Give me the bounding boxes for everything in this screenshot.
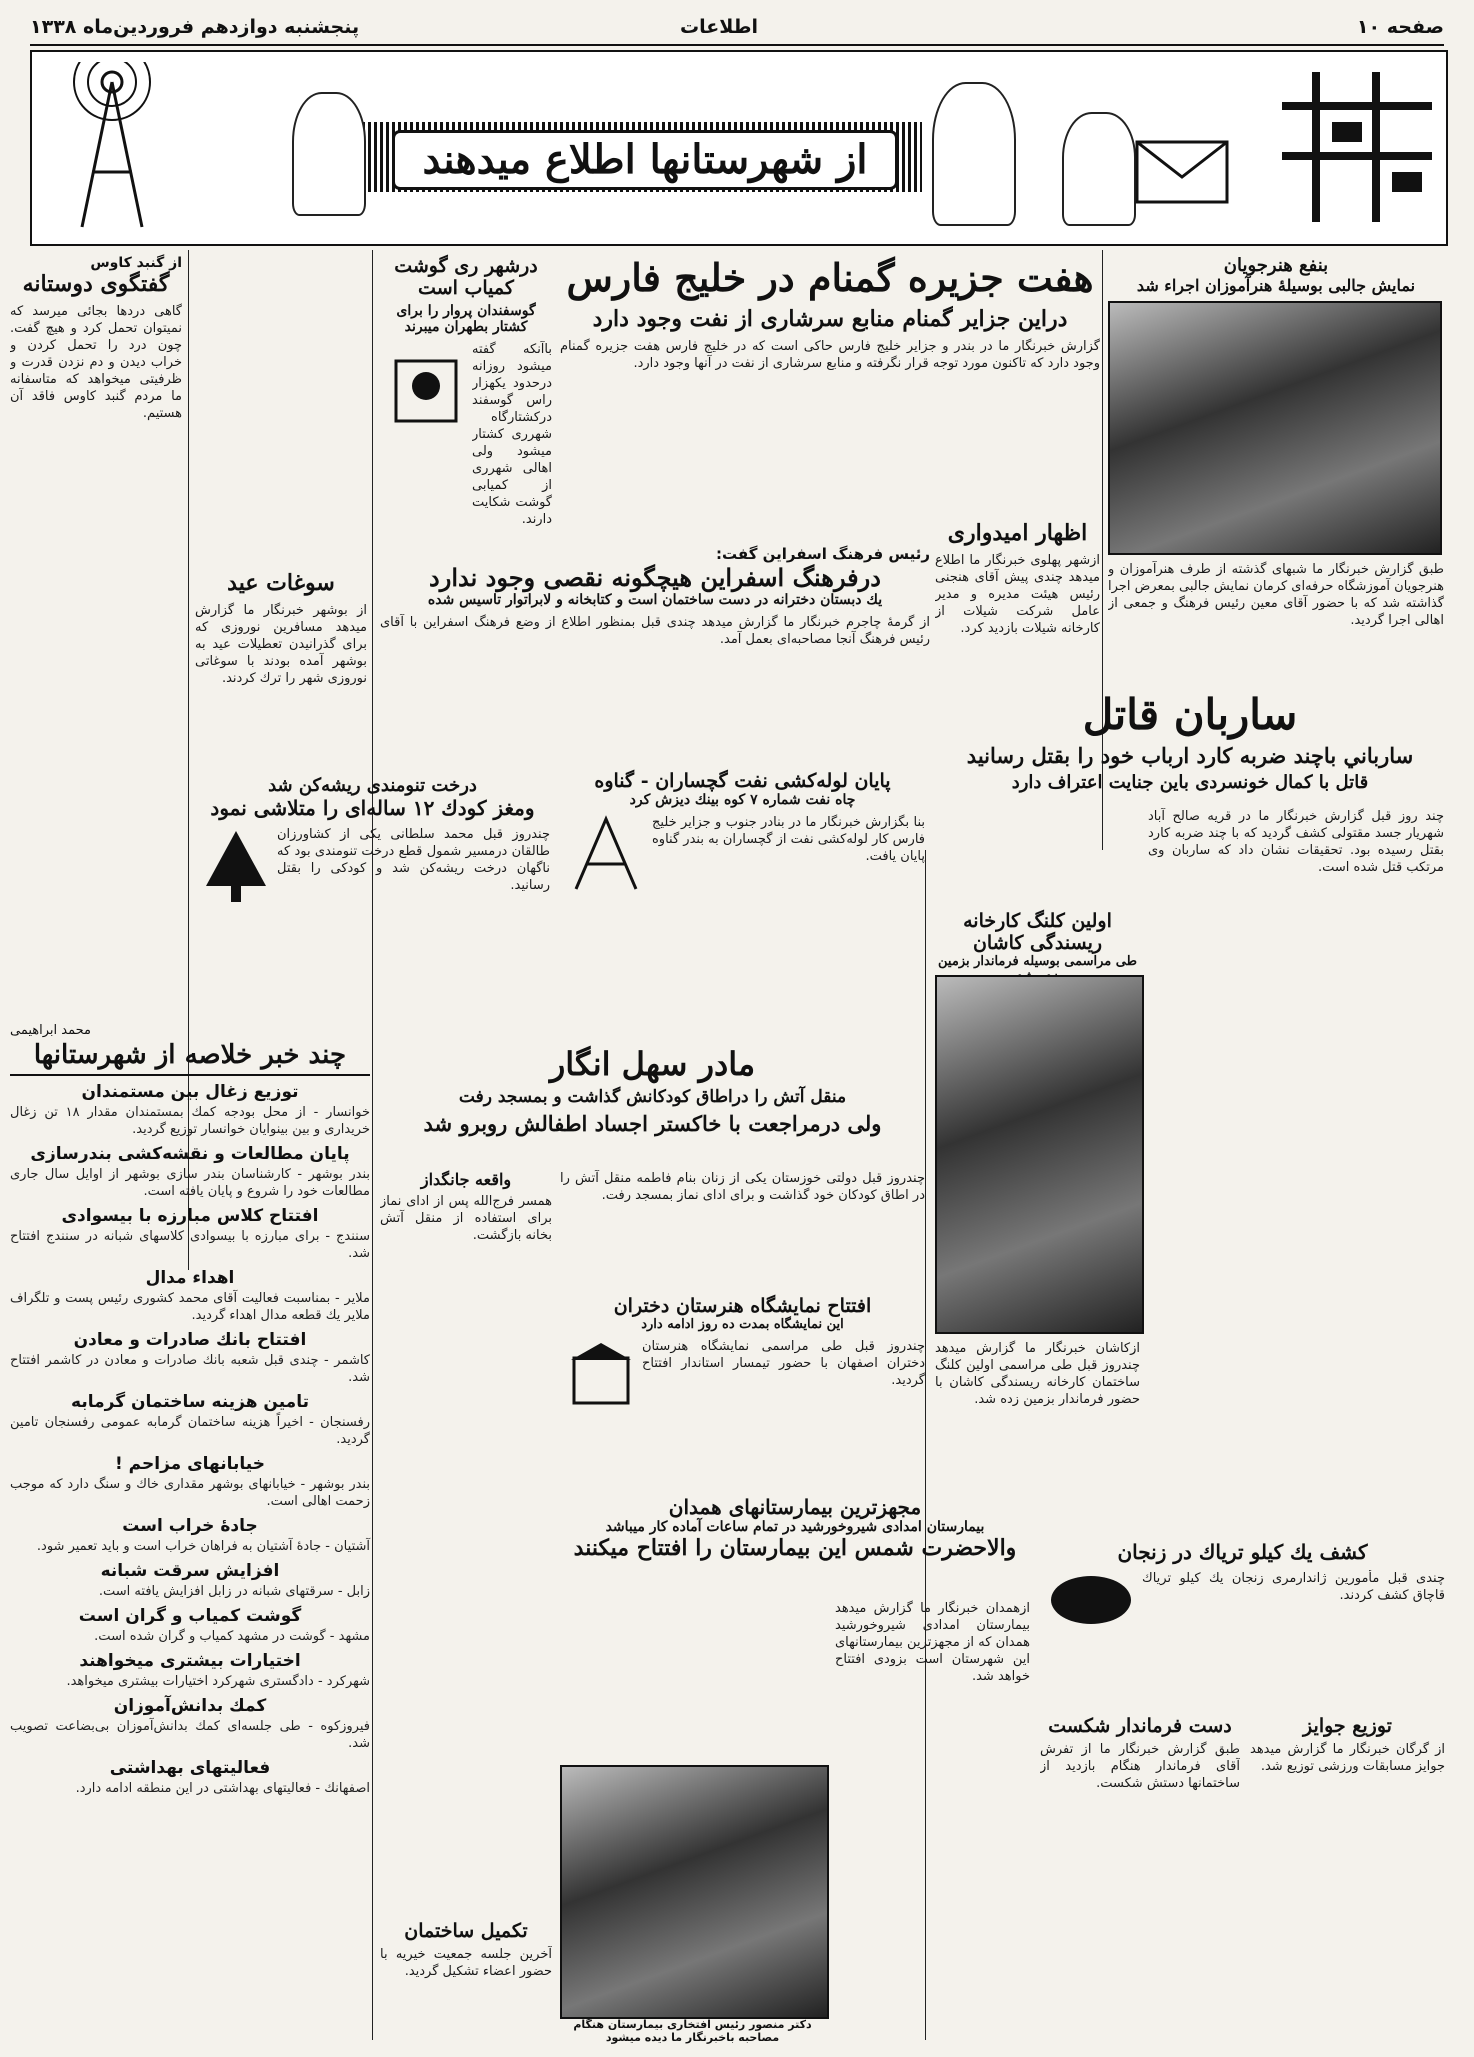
header-date: پنجشنبه دوازدهم فروردین‌ماه ۱۳۳۸ — [30, 16, 360, 38]
article-kicker: بنفع هنرجویان — [1223, 255, 1329, 276]
article-body: بنا بگزارش خبرنگار ما در بنادر جنوب و جزایر خلیج فارس کار لوله‌کشی نفت از گچساران به بندر گناوه پایان یافت. — [652, 815, 925, 864]
news-in-brief-list — [10, 1082, 370, 1797]
camel-driver-body: چند روز قبل گزارش خبرنگار ما در قریه صالح آباد شهریار جسد مقتولی کشف گردید که با چند ضربه کارد بقتل رسیده بود. تحقیقات نشان داد که ساربان وی مرتکب قتل شده است. — [1148, 809, 1444, 875]
brief-item-text: سنندج - برای مبارزه با بیسوادی کلاسهای شبانه در سنندج افتتاح شد. — [10, 1229, 370, 1261]
article-negligent-mother — [380, 1045, 925, 1136]
section-banner — [30, 50, 1448, 246]
brief-item-title: پایان مطالعات و نقشه‌کشی بندرسازی — [30, 1144, 350, 1164]
article-title: گفتگوی دوستانه — [22, 271, 170, 297]
brief-item-title: اختیارات بیشتری میخواهند — [79, 1651, 301, 1671]
article-subtitle: چاه نفت شماره ۷ کوه بینك دیزش کرد — [629, 792, 856, 808]
article-gonbad-kavus — [10, 255, 182, 1038]
article-deck: والاحضرت شمس این بیمارستان را افتتاح میکنند — [573, 1535, 1017, 1561]
article-body: از گرگان خبرنگار ما گزارش میدهد جوایز مسابقات ورزشی توزیع شد. — [1250, 1742, 1445, 1774]
opium-package-icon — [1046, 1570, 1136, 1630]
article-tragic-incident — [380, 1170, 552, 1733]
article-prize-distribution — [1250, 1715, 1445, 2001]
article-kicker: از گنبد کاوس — [90, 255, 182, 271]
article-esfarayen-culture — [380, 545, 930, 804]
photo-caption: دکتر منصور رئیس افتخاری بیمارستان هنگام مصاحبه باخبرنگار ما دیده میشود — [573, 2018, 812, 2044]
envelope-icon — [1132, 132, 1242, 222]
brief-item-title: افزایش سرقت شبانه — [100, 1561, 280, 1581]
article-deck: قاتل با کمال خونسردی باین جنایت اعتراف دارد — [1011, 772, 1369, 793]
banner-title: از شهرستانها اطلاع میدهند — [392, 130, 898, 190]
radio-tower-icon — [42, 62, 192, 232]
article-title: اولین کلنگ کارخانه ریسندگی کاشان — [963, 910, 1112, 954]
article-subtitle: سارباني باچند ضربه کارد ارباب خود را بقتل رسانید — [966, 743, 1414, 768]
article-title: کشف یك کیلو تریاك در زنجان — [1117, 1540, 1368, 1564]
article-body: آخرین جلسه جمعیت خیریه با حضور اعضاء تشکیل گردید. — [380, 1947, 552, 1979]
article-title: ساربان قاتل — [1082, 690, 1298, 739]
article-body: همسر فرج‌الله پس از ادای نماز برای استفاده از منقل آتش بخانه بازگشت. — [380, 1194, 552, 1243]
article-hamadan-hospital — [560, 1495, 1030, 1561]
grid-symbols-icon — [1272, 62, 1442, 232]
article-camel-driver — [935, 690, 1445, 793]
oil-rig-icon — [566, 814, 646, 894]
brief-item-title: جادهٔ خراب است — [122, 1516, 258, 1536]
article-signature: محمد ابراهیمی — [10, 1023, 91, 1038]
article-title: پایان لوله‌کشی نفت گچساران - گناوه — [594, 770, 891, 792]
building-icon — [566, 1338, 636, 1408]
article-girls-school — [560, 1295, 925, 1508]
banner-figure-reader — [292, 92, 366, 216]
article-seven-islands — [560, 255, 1100, 538]
article-kicker: رئیس فرهنگ اسفراین گفت: — [716, 545, 930, 563]
article-subtitle: گوسفندان پروار را برای کشتار بطهران میبرند — [396, 303, 536, 335]
kashan-body: ازکاشان خبرنگار ما گزارش میدهد چندروز قبل طی مراسمی اولین کلنگ ساختمان کارخانه ریسندگی کاشان با حضور فرماندار بزمین زده شد. — [935, 1341, 1140, 1407]
banner-figure-writer — [932, 82, 1016, 226]
article-eid-souvenir — [195, 570, 367, 802]
article-subtitle: ومغز کودك ۱۲ ساله‌ای را متلاشی نمود — [210, 796, 535, 820]
brief-item-title: اهداء مدال — [145, 1268, 235, 1288]
article-pipeline — [560, 770, 925, 1004]
article-body: چندی قبل مأمورین ژاندارمری زنجان یك کیلو تریاك قاچاق کشف کردند. — [1142, 1571, 1445, 1603]
article-body: چندروز قبل طی مراسمی نمایشگاه هنرستان دختران اصفهان با حضور تیمسار استاندار افتتاح گردید. — [642, 1339, 925, 1388]
article-subtitle: بیمارستان امدادی شیروخورشید در تمام ساعات آماده کار میباشد — [605, 1519, 985, 1535]
tree-icon — [201, 826, 271, 906]
photo-hospital-interview — [560, 1765, 829, 2019]
news-in-brief-title: چند خبر خلاصه از شهرستانها — [10, 1040, 370, 1076]
article-body: چندروز قبل محمد سلطانی یکی از کشاورزان طالقان درمسیر شمول قطع درخت تنومندی بود که ناگهان درخت ریشه‌کن شد و کودکی را بقتل رسانید. — [277, 827, 550, 893]
brief-item-text: کاشمر - چندی قبل شعبه بانك صادرات و معادن در کاشمر افتتاح شد. — [10, 1353, 370, 1385]
brief-item-title: خیابانهای مزاحم ! — [114, 1454, 265, 1474]
negligent-mother-body: چندروز قبل دولتی خوزستان یکی از زنان بنام فاطمه منقل آتش را در اطاق کودکان خود گذاشت و برای ادای نماز بمسجد رفت. — [560, 1171, 925, 1203]
brief-item-text: رفسنجان - اخیراً هزینه ساختمان گرمابه عمومی رفسنجان تامین گردید. — [10, 1415, 370, 1447]
article-body: طبق گزارش خبرنگار ما شبهای گذشته از طرف هنرآموزان و هنرجویان آموزشگاه حرفه‌ای کرمان نمایش جالبی بمعرض اجرا گذاشته شد که با حضور آقای معین رئیس فرهنگ و جمعی از اهالی اجرا گردید. — [1108, 562, 1444, 628]
brief-item-text: زابل - سرقتهای شبانه در زابل افزایش یافته است. — [98, 1584, 370, 1599]
page-header — [30, 10, 1444, 46]
brief-item-title: تامین هزینه ساختمان گرمابه — [71, 1392, 309, 1412]
article-title: نمایش جالبی بوسیلهٔ هنرآموزان اجراء شد — [1136, 276, 1416, 295]
photo-stage-play — [1108, 301, 1442, 555]
article-subtitle: یك دبستان دخترانه در دست ساختمان است و کتابخانه و لابراتوار تاسیس شده — [427, 592, 883, 608]
brief-item-text: خوانسار - از محل بودجه کمك بمستمندان مقدار ۱۸ تن زغال خریداری و بین بینوایان خوانسار توزیع گردید. — [10, 1105, 371, 1137]
banner-figure-pointer — [1062, 112, 1136, 226]
brief-item-text: مشهد - گوشت در مشهد کمیاب و گران شده است. — [94, 1629, 370, 1644]
article-rey-meat — [380, 255, 552, 571]
article-title: واقعه جانگداز — [420, 1170, 512, 1189]
article-governor-hand — [1040, 1715, 1240, 1961]
article-hopefulness — [935, 520, 1100, 702]
brief-item-title: توزیع زغال بین مستمندان — [81, 1082, 299, 1102]
brief-item-title: کمك بدانش‌آموزان — [113, 1696, 267, 1716]
article-body: گاهی دردها بجائی میرسد که نمیتوان تحمل کرد و هیچ گفت. چون درد را تحمل کردن و خراب دیدن و دم نزدن قدرت و ظرفیتی میخواهد که متاسفانه ما مردم گنبد کاوس فاقد آن هستیم. — [10, 304, 182, 421]
article-zanjan-opium — [1040, 1540, 1445, 1670]
brief-item-title: فعالیتهای بهداشتی — [109, 1758, 271, 1778]
article-body: از گرمهٔ چاجرم خبرنگار ما گزارش میدهد چندی قبل بمنظور اطلاع از وضع فرهنگ اسفراین با آقای رئیس فرهنگ آنجا مصاحبه‌ای بعمل آمد. — [380, 615, 930, 647]
brief-item-title: گوشت کمیاب و گران است — [78, 1606, 302, 1626]
article-body: از بوشهر خبرنگار ما گزارش میدهد مسافرین نوروزی که برای گذرانیدن تعطیلات عید به بوشهر آمده بودند با سوغاتی نوروزی شهر را ترك کردند. — [195, 603, 367, 686]
photo-groundbreaking — [935, 975, 1144, 1334]
article-title: درشهر ری گوشت کمیاب است — [394, 255, 538, 299]
article-deck: ولی درمراجعت با خاکستر اجساد اطفالش روبرو شد — [423, 1111, 882, 1136]
article-building-completion — [380, 1920, 552, 2026]
brief-item-text: فیروزکوه - طی جلسه‌ای کمك بدانش‌آموزان بی‌بضاعت تصویب شد. — [10, 1719, 370, 1751]
article-title: درفرهنگ اسفراین هیچگونه نقصی وجود ندارد — [429, 563, 881, 592]
article-title: مجهزترین بیمارستانهای همدان — [668, 1495, 922, 1519]
column-rule — [372, 250, 373, 2040]
article-title: تکمیل ساختمان — [404, 1920, 528, 1942]
brief-item-text: بندر بوشهر - خیابانهای بوشهر مقداری خاك و سنگ دارد که موجب زحمت اهالی است. — [10, 1477, 370, 1509]
article-title: درخت تنومندی ریشه‌کن شد — [268, 775, 477, 796]
article-title: دست فرماندار شکست — [1048, 1715, 1232, 1737]
hospital-body: ازهمدان خبرنگار ما گزارش میدهد بیمارستان امدادی شیروخورشید همدان که از مجهزترین بیمارستانهای این شهرستان است بزودی افتتاح خواهد شد. — [835, 1601, 1030, 1684]
brief-item-text: ملایر - بمناسبت فعالیت آقای محمد کشوری رئیس پست و تلگراف ملایر یك قطعه مدال اهداء گردید. — [10, 1291, 370, 1323]
news-in-brief — [10, 1040, 370, 1797]
article-subtitle: دراین جزایر گمنام منابع سرشاری از نفت وجود دارد — [592, 306, 1068, 332]
article-body: طبق گزارش خبرنگار ما از تفرش آقای فرماندار هنگام بازدید از ساختمانها دستش شکست. — [1040, 1742, 1240, 1791]
brief-item-text: اصفهانك - فعالیتهای بهداشتی در این منطقه ادامه دارد. — [75, 1781, 370, 1796]
article-title: توزیع جوایز — [1303, 1715, 1392, 1737]
article-subtitle: منقل آتش را دراطاق کودکانش گذاشت و بمسجد رفت — [458, 1087, 847, 1107]
article-title: هفت جزیره گمنام در خلیج فارس — [566, 255, 1094, 300]
butcher-icon — [386, 341, 466, 431]
article-art-students — [1108, 255, 1444, 671]
article-title: افتتاح نمایشگاه هنرستان دختران — [613, 1295, 872, 1317]
header-paper-name: اطلاعات — [680, 16, 759, 38]
article-body: باآنکه گفته میشود روزانه درحدود یکهزار راس گوسفند درکشتارگاه شهرری کشتار میشود ولی اهالی شهرری از کمیابی گوشت شکایت دارند. — [472, 342, 552, 527]
article-title: اظهار امیدواری — [947, 520, 1088, 546]
article-body: گزارش خبرنگار ما در بندر و جزایر خلیج فارس حاکی است که در خلیج فارس هفت جزیره گمنام وجود دارد که تاکنون مورد توجه قرار نگرفته و منابع سرشاری از نفت در آنها وجود دارد. — [560, 339, 1100, 371]
brief-item-text: شهرکرد - دادگستری شهرکرد اختیارات بیشتری میخواهد. — [66, 1674, 370, 1689]
article-uprooted-tree — [195, 775, 550, 986]
article-subtitle: این نمایشگاه بمدت ده روز ادامه دارد — [641, 1317, 844, 1332]
article-kashan-textile — [935, 910, 1140, 984]
header-page-number: صفحه ۱۰ — [1356, 16, 1444, 38]
article-title: مادر سهل انگار — [549, 1045, 756, 1083]
brief-item-title: افتتاح کلاس مبارزه با بیسوادی — [61, 1206, 319, 1226]
article-title: سوغات عید — [227, 570, 335, 596]
article-body: ازشهر پهلوی خبرنگار ما اطلاع میدهد چندی پیش آقای هنجنی رئیس هیئت مدیره و مدیر عامل شرکت شیلات از کارخانه شیلات بازدید کرد. — [935, 553, 1100, 636]
brief-item-title: افتتاح بانك صادرات و معادن — [73, 1330, 307, 1350]
brief-item-text: آشتیان - جادهٔ آشتیان به فراهان خراب است و باید تعمیر شود. — [36, 1539, 370, 1554]
article-subtitle: طی مراسمی بوسیله فرماندار بزمین — [938, 954, 1137, 969]
brief-item-text: بندر بوشهر - کارشناسان بندر سازی بوشهر از اوایل سال جاری مطالعات خود را شروع و پایان یافته است. — [10, 1167, 370, 1199]
